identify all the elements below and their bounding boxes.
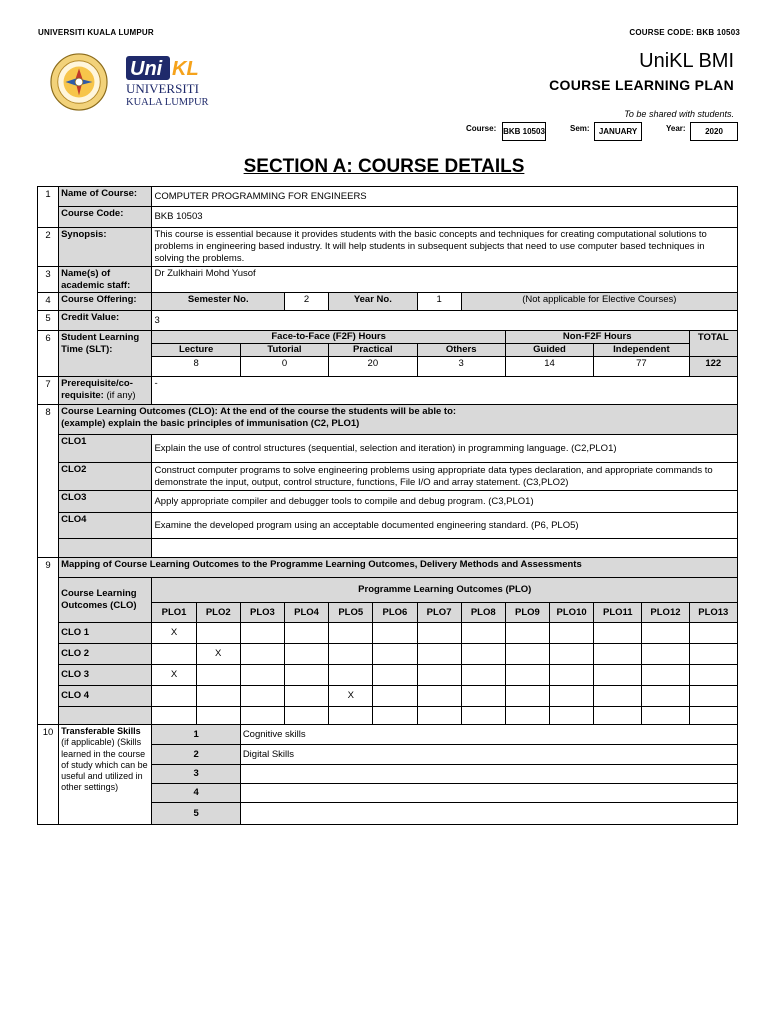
mapping-cell [240,644,284,665]
skill-number: 3 [152,765,240,784]
sem-label: Sem: [570,124,590,133]
slt-practical-value: 20 [329,357,417,377]
course-label: Course: [466,124,497,133]
slt-col-independent: Independent [594,344,689,357]
row-number: 1 [38,187,59,228]
slt-lecture-value: 8 [152,357,240,377]
clo3-text: Apply appropriate compiler and debugger tools to compile and debug program. (C3,PLO1) [152,491,738,513]
mapping-cell [196,665,240,686]
plo-header-2: PLO2 [196,603,240,623]
mapping-row-empty [38,707,738,725]
slt-col-lecture: Lecture [152,344,240,357]
non-f2f-header: Non-F2F Hours [505,331,689,344]
course-offering-label: Course Offering: [59,293,152,311]
mapping-empty-cell [642,707,689,725]
slt-tutorial-value: 0 [240,357,328,377]
course-code-label: Course Code: [59,207,152,228]
university-crest-icon [50,53,108,111]
slt-col-practical: Practical [329,344,417,357]
mapping-cell [505,623,549,644]
transferable-skills-label-cell [59,725,152,825]
clo-empty-text [152,539,738,558]
skill-number: 4 [152,784,240,803]
transferable-skills-label: Transferable Skills [61,726,141,737]
slt-guided-value: 14 [505,357,593,377]
mapping-heading: Mapping of Course Learning Outcomes to the Programme Learning Outcomes, Delivery Methods and Assessments [59,558,738,578]
clo3-label: CLO3 [59,491,152,513]
university-header: UNIVERSITI KUALA LUMPUR [38,28,154,37]
plo-header-13: PLO13 [689,603,737,623]
mapping-cell [152,686,196,707]
mapping-empty-cell [152,707,196,725]
skill-text [240,765,737,784]
mapping-empty-cell [505,707,549,725]
mapping-cell: X [196,644,240,665]
skill-text: Cognitive skills [240,725,737,745]
mapping-cell [417,644,461,665]
f2f-header: Face-to-Face (F2F) Hours [152,331,505,344]
mapping-cell [550,665,594,686]
mapping-cell [417,665,461,686]
course-name-value: COMPUTER PROGRAMMING FOR ENGINEERS [152,187,738,207]
mapping-cell [461,686,505,707]
mapping-cell [196,623,240,644]
mapping-cell [689,644,737,665]
mapping-cell: X [329,686,373,707]
synopsis-value: This course is essential because it provides students with the basic concepts and techniques for creating computational solutions to problems in engineering based industry. It will help students in subsequent subjects that need to use computer based techniques in solving the problems. [152,228,738,267]
mapping-clo-label: CLO 2 [59,644,152,665]
credit-value-label: Credit Value: [59,311,152,331]
mapping-empty-cell [689,707,737,725]
mapping-clo-label: CLO 4 [59,686,152,707]
plo-header-3: PLO3 [240,603,284,623]
course-code-header: COURSE CODE: BKB 10503 [629,28,740,37]
mapping-cell [689,686,737,707]
mapping-cell [642,665,689,686]
document-title: UniKL BMI [639,50,734,72]
year-value: 2020 [690,122,738,141]
clo-heading-cell [59,405,738,435]
unikl-logo [124,54,234,110]
slt-total-value: 122 [689,357,737,377]
slt-col-tutorial: Tutorial [240,344,328,357]
mapping-cell [594,644,642,665]
logo-kl-text: KL [172,58,199,80]
mapping-cell [329,665,373,686]
mapping-cell [152,644,196,665]
mapping-cell: X [152,623,196,644]
mapping-row-clo1 [38,623,738,644]
course-details-table [37,186,738,825]
plo-header-7: PLO7 [417,603,461,623]
clo2-text: Construct computer programs to solve engineering problems using appropriate data types declaration, and appropriate commands to demonstrate the input, output, control structure, functions, File I/O and array statement. (C3,PLO2) [152,463,738,491]
skill-number: 5 [152,803,240,825]
mapping-empty-cell [594,707,642,725]
mapping-cell [594,665,642,686]
logo-line2: KUALA LUMPUR [126,97,209,108]
mapping-cell [642,644,689,665]
plo-header-9: PLO9 [505,603,549,623]
year-no-value: 1 [417,293,461,311]
clo-heading-example: (example) explain the basic principles of immunisation (C2, PLO1) [61,418,360,429]
mapping-cell [461,623,505,644]
document-subtitle: COURSE LEARNING PLAN [549,77,734,93]
mapping-cell [284,686,328,707]
mapping-cell [329,644,373,665]
skill-text: Digital Skills [240,745,737,765]
row-number: 2 [38,228,59,267]
clo1-text: Explain the use of control structures (sequential, selection and iteration) in programming language. (C2,PLO1) [152,435,738,463]
prerequisite-label-cell [59,377,152,405]
skill-text [240,803,737,825]
course-code-value: BKB 10503 [152,207,738,228]
row-number: 4 [38,293,59,311]
mapping-cell [505,686,549,707]
clo-heading: Course Learning Outcomes (CLO): At the end of the course the students will be able to: [61,406,457,418]
slt-col-others: Others [417,344,505,357]
mapping-cell [642,623,689,644]
course-value: BKB 10503 [502,122,546,141]
row-number: 5 [38,311,59,331]
logo-uni-text: Uni [130,58,163,80]
mapping-cell [240,665,284,686]
prerequisite-label: Prerequisite/co-requisite: [61,378,133,401]
mapping-cell [594,623,642,644]
logo-line1: UNIVERSITI [126,81,199,96]
mapping-empty-cell [329,707,373,725]
plo-header-5: PLO5 [329,603,373,623]
sem-value: JANUARY [594,122,642,141]
mapping-empty-cell [461,707,505,725]
slt-independent-value: 77 [594,357,689,377]
semester-no-value: 2 [284,293,328,311]
mapping-cell [196,686,240,707]
year-label: Year: [666,124,686,133]
prerequisite-value: - [152,377,738,405]
section-title: SECTION A: COURSE DETAILS [243,156,525,177]
credit-value: 3 [152,311,738,331]
row-number: 7 [38,377,59,405]
mapping-cell [417,623,461,644]
mapping-cell [240,623,284,644]
mapping-cell [505,644,549,665]
mapping-row-clo4 [38,686,738,707]
elective-note: (Not applicable for Elective Courses) [461,293,737,311]
mapping-clo-header: Course Learning Outcomes (CLO) [59,578,152,623]
plo-header-11: PLO11 [594,603,642,623]
mapping-cell [284,623,328,644]
mapping-clo-label: CLO 1 [59,623,152,644]
mapping-cell [550,644,594,665]
mapping-empty-label [59,707,152,725]
mapping-row-clo2 [38,644,738,665]
mapping-empty-cell [284,707,328,725]
mapping-row-clo3 [38,665,738,686]
clo-empty-label [59,539,152,558]
mapping-cell [689,623,737,644]
shared-note: To be shared with students. [624,109,734,119]
row-number: 10 [38,725,59,825]
total-header: TOTAL [689,331,737,357]
mapping-cell [373,686,417,707]
academic-staff-value: Dr Zulkhairi Mohd Yusof [152,266,738,293]
mapping-empty-cell [550,707,594,725]
plo-header-8: PLO8 [461,603,505,623]
clo4-label: CLO4 [59,513,152,539]
prerequisite-note: (if any) [106,390,136,401]
row-number: 6 [38,331,59,377]
academic-staff-label: Name(s) of academic staff: [59,266,152,293]
row-number: 9 [38,558,59,725]
skill-number: 2 [152,745,240,765]
mapping-cell [373,644,417,665]
skill-number: 1 [152,725,240,745]
plo-header-4: PLO4 [284,603,328,623]
mapping-cell [417,686,461,707]
synopsis-label: Synopsis: [59,228,152,267]
mapping-cell: X [152,665,196,686]
mapping-plo-header: Programme Learning Outcomes (PLO) [152,578,738,603]
mapping-cell [461,644,505,665]
slt-label: Student Learning Time (SLT): [59,331,152,377]
mapping-cell [594,686,642,707]
mapping-cell [505,665,549,686]
mapping-cell [240,686,284,707]
row-number: 3 [38,266,59,293]
mapping-empty-cell [417,707,461,725]
slt-others-value: 3 [417,357,505,377]
mapping-cell [689,665,737,686]
mapping-empty-cell [196,707,240,725]
plo-header-12: PLO12 [642,603,689,623]
mapping-cell [284,665,328,686]
mapping-clo-label: CLO 3 [59,665,152,686]
year-no-label: Year No. [329,293,417,311]
mapping-cell [550,686,594,707]
mapping-cell [461,665,505,686]
clo4-text: Examine the developed program using an acceptable documented engineering standard. (P6, PLO5) [152,513,738,539]
mapping-empty-cell [373,707,417,725]
skill-text [240,784,737,803]
mapping-cell [373,623,417,644]
mapping-cell [550,623,594,644]
plo-header-6: PLO6 [373,603,417,623]
mapping-cell [329,623,373,644]
plo-header-1: PLO1 [152,603,196,623]
transferable-skills-note: (if applicable) (Skills learned in the course of study which can be useful and utilized in other settings) [61,737,148,793]
row-number: 8 [38,405,59,558]
plo-header-10: PLO10 [550,603,594,623]
mapping-cell [284,644,328,665]
mapping-cell [642,686,689,707]
slt-col-guided: Guided [505,344,593,357]
semester-no-label: Semester No. [152,293,285,311]
clo2-label: CLO2 [59,463,152,491]
course-name-label: Name of Course: [59,187,152,207]
mapping-cell [373,665,417,686]
clo1-label: CLO1 [59,435,152,463]
mapping-empty-cell [240,707,284,725]
